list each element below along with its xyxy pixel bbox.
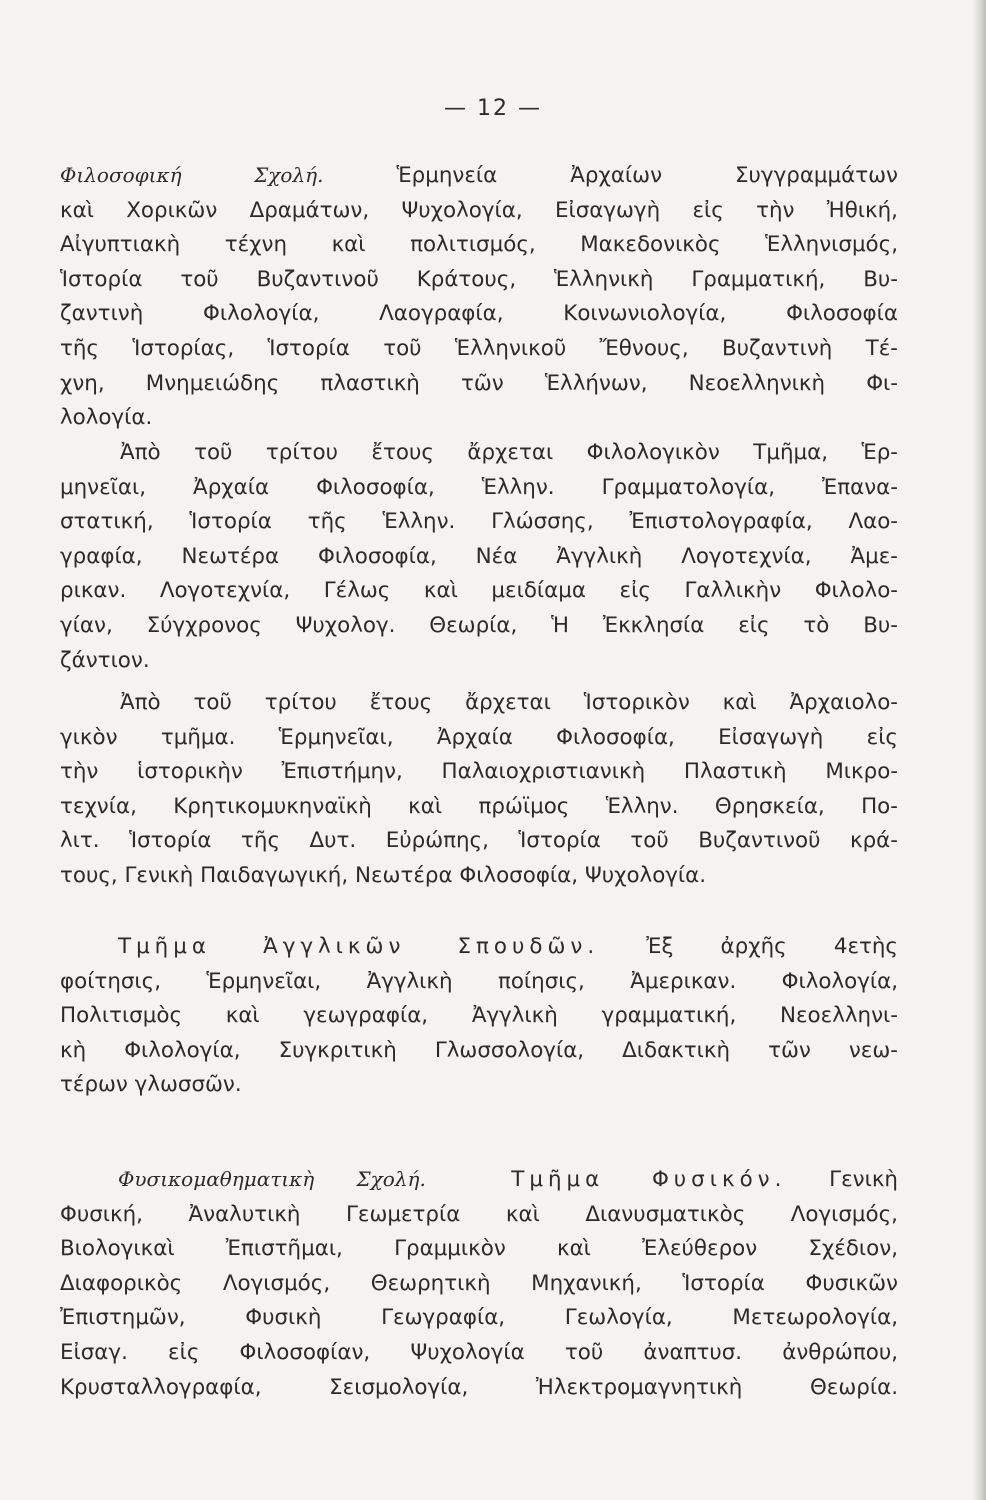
philosophy-first-line xyxy=(60,158,898,194)
text-line: Ἀπὸ τοῦ τρίτου ἔτους ἄρχεται Φιλολογικὸν Τμῆμα, Ἑρ- xyxy=(120,440,898,465)
text-line: ζάντιον. xyxy=(60,647,150,673)
history-paragraph xyxy=(60,686,898,894)
philosophy-section xyxy=(60,158,898,436)
text-line: Ἱστορία τοῦ Βυζαντινοῦ Κράτους, Ἑλληνικὴ Γραμματική, Βυ- xyxy=(60,266,898,292)
text-line: Γενικὴ xyxy=(829,1167,898,1192)
text-line: λολογία. xyxy=(60,405,153,431)
text-line: Πολιτισμὸς καὶ γεωγραφία, Ἀγγλικὴ γραμματική, Νεοελληνι- xyxy=(60,1003,898,1029)
english-heading: Τμῆμα Ἀγγλικῶν Σπουδῶν. xyxy=(118,934,600,959)
text-line: τους, Γενικὴ Παιδαγωγική, Νεωτέρα Φιλοσοφία, Ψυχολογία. xyxy=(60,862,707,888)
text-line: κὴ Φιλολογία, Συγκριτικὴ Γλωσσολογία, Διδακτικὴ τῶν νεω- xyxy=(60,1037,898,1063)
page-edge-shadow xyxy=(972,0,986,1500)
text-line: γικὸν τμῆμα. Ἑρμηνεῖαι, Ἀρχαία Φιλοσοφία, Εἰσαγωγὴ εἰς xyxy=(60,724,898,750)
text-line: Εἰσαγ. εἰς Φιλοσοφίαν, Ψυχολογία τοῦ ἀναπτυσ. ἀνθρώπου, xyxy=(60,1339,898,1365)
physics-section xyxy=(60,1162,898,1405)
text-line: ρικαν. Λογοτεχνία, Γέλως καὶ μειδίαμα εἰς Γαλλικὴν Φιλολο- xyxy=(60,578,898,604)
text-line: στατική, Ἱστορία τῆς Ἑλλην. Γλώσσης, Ἐπιστολογραφία, Λαο- xyxy=(60,509,898,535)
physics-heading: Φυσικομαθηματικὴ Σχολή. xyxy=(118,1167,426,1191)
text-line: γίαν, Σύγχρονος Ψυχολογ. Θεωρία, Ἡ Ἐκκλησία εἰς τὸ Βυ- xyxy=(60,612,898,638)
philosophy-heading: Φιλοσοφική Σχολή. xyxy=(60,163,324,187)
text-line: χνη, Μνημειώδης πλαστικὴ τῶν Ἑλλήνων, Νεοελληνικὴ Φι- xyxy=(60,370,898,396)
text-line: τὴν ἱστορικὴν Ἐπιστήμην, Παλαιοχριστιανικὴ Πλαστικὴ Μικρο- xyxy=(60,759,898,785)
text-line: Διαφορικὸς Λογισμός, Θεωρητικὴ Μηχανική, Ἱστορία Φυσικῶν xyxy=(60,1270,898,1296)
physics-sub-heading: Τμῆμα Φυσικόν. xyxy=(511,1167,787,1192)
english-section xyxy=(60,930,898,1103)
text-line: Φυσική, Ἀναλυτικὴ Γεωμετρία καὶ Διανυσματικὸς Λογισμός, xyxy=(60,1201,898,1227)
text-line: γραφία, Νεωτέρα Φιλοσοφία, Νέα Ἀγγλικὴ Λογοτεχνία, Ἀμε- xyxy=(60,543,898,569)
text-line: τῆς Ἱστορίας, Ἱστορία τοῦ Ἑλληνικοῦ Ἔθνους, Βυζαντινὴ Τέ- xyxy=(60,335,898,361)
text-line: Ἑρμηνεία Ἀρχαίων Συγγραμμάτων xyxy=(396,163,898,188)
page-number: — 12 — xyxy=(444,96,542,121)
philology-paragraph xyxy=(60,436,898,678)
text-line: Βιολογικαὶ Ἐπιστῆμαι, Γραμμικὸν καὶ Ἐλεύθερον Σχέδιον, xyxy=(60,1236,898,1262)
text-line: μηνεῖαι, Ἀρχαία Φιλοσοφία, Ἑλλην. Γραμματολογία, Ἐπανα- xyxy=(60,474,898,500)
text-line: λιτ. Ἱστορία τῆς Δυτ. Εὐρώπης, Ἱστορία τοῦ Βυζαντινοῦ κρά- xyxy=(60,828,898,854)
text-line: Ἀπὸ τοῦ τρίτου ἔτους ἄρχεται Ἱστορικὸν καὶ Ἀρχαιολο- xyxy=(120,690,898,715)
text-line: Ἐπιστημῶν, Φυσικὴ Γεωγραφία, Γεωλογία, Μετεωρολογία, xyxy=(60,1305,898,1331)
text-line: Αἰγυπτιακὴ τέχνη καὶ πολιτισμός, Μακεδονικὸς Ἑλληνισμός, xyxy=(60,232,898,258)
text-line: τέρων γλωσσῶν. xyxy=(60,1072,242,1098)
text-line: φοίτησις, Ἑρμηνεῖαι, Ἀγγλικὴ ποίησις, Ἀμερικαν. Φιλολογία, xyxy=(60,968,898,994)
english-first-line xyxy=(60,930,898,965)
text-line: τεχνία, Κρητικομυκηναϊκὴ καὶ πρώϊμος Ἑλλην. Θρησκεία, Πο- xyxy=(60,793,898,819)
text-line: καὶ Χορικῶν Δραμάτων, Ψυχολογία, Εἰσαγωγὴ εἰς τὴν Ἠθική, xyxy=(60,197,898,223)
text-line: ζαντινὴ Φιλολογία, Λαογραφία, Κοινωνιολογία, Φιλοσοφία xyxy=(60,301,898,327)
text-line: Κρυσταλλογραφία, Σεισμολογία, Ἠλεκτρομαγνητικὴ Θεωρία. xyxy=(60,1374,898,1400)
physics-first-line xyxy=(60,1162,898,1198)
text-line: Ἐξ ἀρχῆς 4ετὴς xyxy=(646,934,898,959)
